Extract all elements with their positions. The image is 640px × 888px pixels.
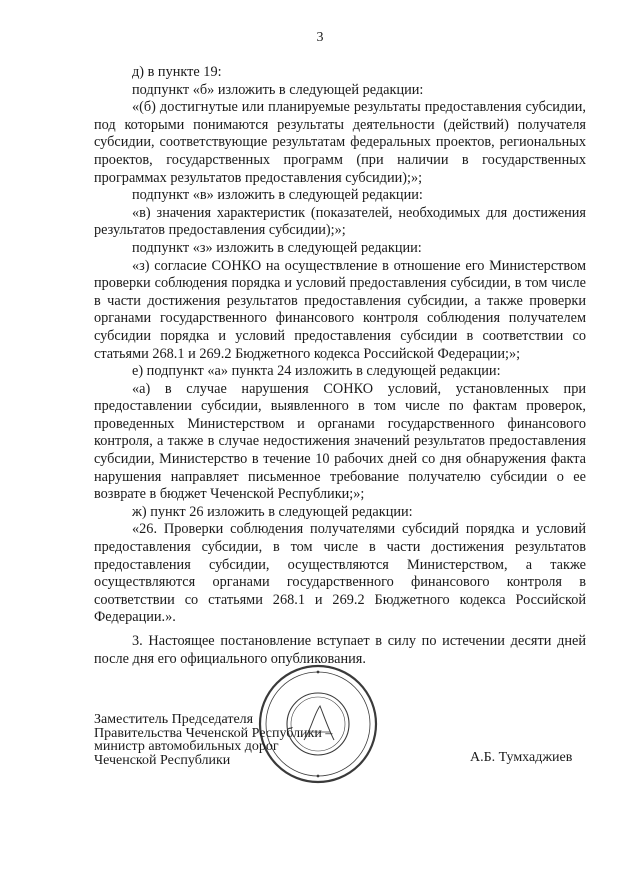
paragraph-e: е) подпункт «а» пункта 24 изложить в следующей редакции:: [132, 363, 501, 380]
paragraph-3: 3. Настоящее постановление вступает в силу по истечении десяти дней после дня его официального опубликования.: [94, 633, 586, 667]
document-body: [94, 64, 586, 668]
paragraph-subpoint-b-intro: подпункт «б» изложить в следующей редакции:: [132, 81, 424, 98]
paragraph-zh: ж) пункт 26 изложить в следующей редакции:: [132, 503, 413, 520]
paragraph-subpoint-v-intro: подпункт «в» изложить в следующей редакции:: [132, 187, 423, 204]
paragraph-subpoint-b-text: «(б) достигнутые или планируемые результаты предоставления субсидии, под которыми понимаются результаты деятельности (действий) получателя субсидии, соответствующие результатам федеральных проектов, региональных проектов, государственных программ (при наличии в государственных программах результатов предоставления субсидии);»;: [94, 99, 586, 186]
signature-position-line-1: Заместитель Председателя: [94, 712, 254, 727]
paragraph-subpoint-z-text: «з) согласие СОНКО на осуществление в отношение его Министерством проверки соблюдения порядка и условий предоставления субсидии, в том числе в части достижения результатов предоставления субсидии, а также проверки органами государственного финансового контроля соблюдения получателем субсидии порядка и условий предоставления субсидии в соответствии со статьями 268.1 и 269.2 Бюджетного кодекса Российской Федерации;»;: [94, 257, 586, 362]
page-number: 3: [316, 30, 324, 45]
paragraph-subpoint-a-text: «а) в случае нарушения СОНКО условий, установленных при предоставлении субсидии, выявленного в том числе по фактам проверок, проведенных Министерством и органами государственного финансового контроля, а также в случае недостижения значений результатов предоставления субсидии, Министерство в течение 10 рабочих дней со дня обнаружения факта нарушения направляет письменное требование получателю субсидии о ее возврате в бюджет Чеченской Республики;»;: [94, 380, 586, 503]
paragraph-d: д) в пункте 19:: [132, 64, 222, 80]
paragraph-26-text: «26. Проверки соблюдения получателями субсидий порядка и условий предоставления субсидии, в том числе в части достижения результатов предоставления субсидии, осуществляются Министерством, а также осуществляются органами государственного финансового контроля в соответствии со статьями 268.1 и 269.2 Бюджетного кодекса Российской Федерации.».: [94, 521, 586, 626]
paragraph-subpoint-z-intro: подпункт «з» изложить в следующей редакции:: [132, 239, 422, 256]
signature-position-line-4: Чеченской Республики: [94, 752, 231, 768]
paragraph-subpoint-v-text: «в) значения характеристик (показателей, необходимых для достижения результатов предоставления субсидии);»;: [94, 204, 586, 239]
signature-position-line-3: министр автомобильных дорог: [94, 739, 279, 754]
signatory-name: А.Б. Тумхаджиев: [470, 750, 573, 765]
signature-block: [94, 713, 394, 767]
signature-position-line-2: Правительства Чеченской Республики –: [94, 725, 333, 741]
